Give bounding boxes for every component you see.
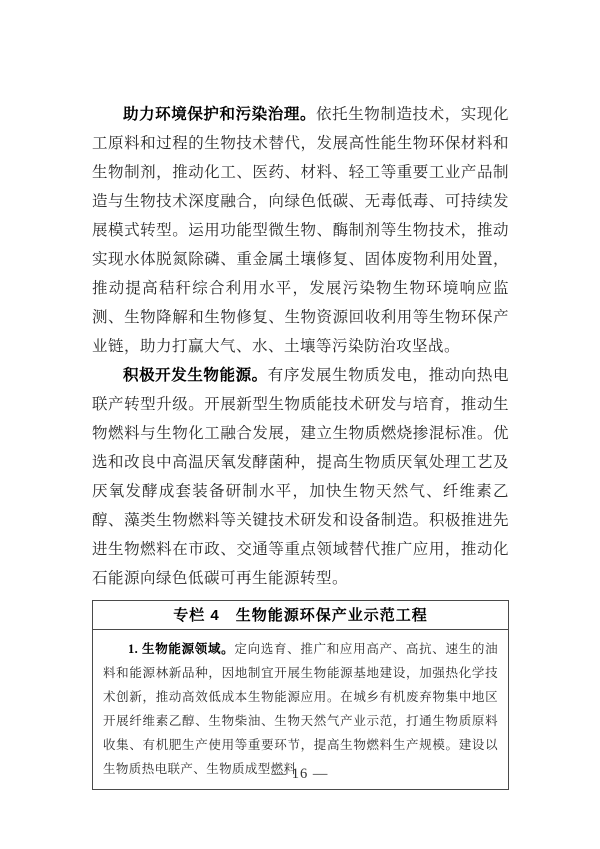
- page-content: [92, 100, 509, 790]
- paragraph-environment: [92, 100, 509, 361]
- paragraph-bioenergy: [92, 361, 509, 593]
- column-box: [92, 600, 509, 790]
- paragraph-bioenergy-lead: 积极开发生物能源。: [123, 367, 268, 384]
- column-box-title: 专栏 4 生物能源环保产业示范工程: [93, 601, 508, 630]
- column-box-item-lead: 1. 生物能源领域。: [128, 642, 235, 656]
- paragraph-bioenergy-body: 有序发展生物质发电，推动向热电联产转型升级。开展新型生物质能技术研发与培育，推动生物燃料与生物化工融合发展，建立生物质燃烧掺混标准。优选和改良中高温厌氧发酵菌种，提高生物质厌氧处理工艺及厌氧发酵成套装备研制水平，加快生物天然气、纤维素乙醇、藻类生物燃料等关键技术研发和设备制造。积极推进先进生物燃料在市政、交通等重点领域替代推广应用，推动化石能源向绿色低碳可再生能源转型。: [92, 367, 509, 587]
- column-box-item-body: 定向选育、推广和应用高产、高抗、速生的油料和能源林新品种，因地制宜开展生物能源基地建设，加强热化学技术创新，推动高效低成本生物能源应用。在城乡有机废弃物集中地区开展纤维素乙醇、生物柴油、生物天然气产业示范，打通生物质原料收集、有机肥生产使用等重要环节，提高生物燃料生产规模。建设以生物质热电联产、生物质成型燃料: [103, 642, 498, 776]
- page-number: — 16 —: [271, 766, 329, 782]
- paragraph-environment-lead: 助力环境保护和污染治理。: [123, 106, 317, 123]
- paragraph-environment-body: 依托生物制造技术，实现化工原料和过程的生物技术替代，发展高性能生物环保材料和生物制剂，推动化工、医药、材料、轻工等重要工业产品制造与生物技术深度融合，向绿色低碳、无毒低毒、可持续发展模式转型。运用功能型微生物、酶制剂等生物技术，推动实现水体脱氮除磷、重金属土壤修复、固体废物利用处置，推动提高秸秆综合利用水平，发展污染物生物环境响应监测、生物降解和生物修复、生物资源回收利用等生物环保产业链，助力打赢大气、水、土壤等污染防治攻坚战。: [92, 106, 509, 355]
